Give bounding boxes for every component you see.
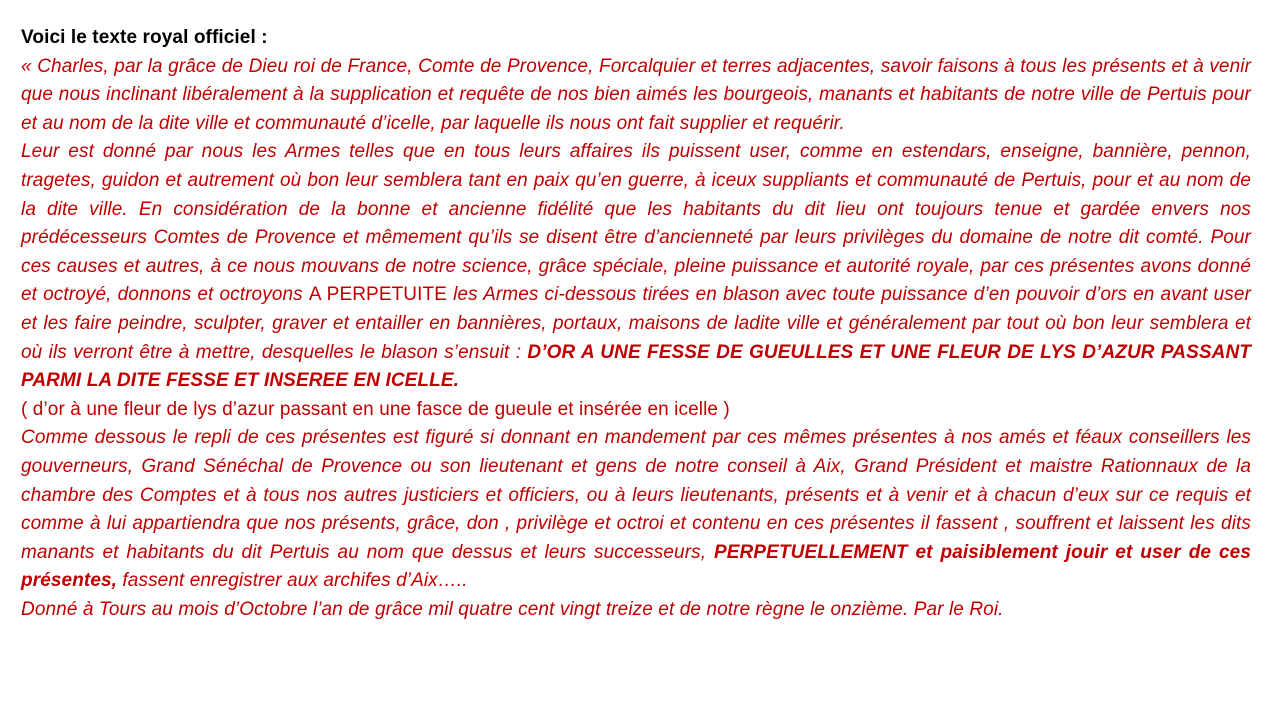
armes-grant-text: Leur est donné par nous les Armes telles que en tous leurs affaires ils puissent user, comme en estendars, enseigne, bannière, pennon, tragetes, guidon et autrement où bon leur semblera tant en paix qu’en guerre, à iceux suppliants et communauté de Pertuis, pour et au nom de la dite ville. En considération de la bonne et ancienne fidélité que les habitants du dit lieu ont toujours tenue et gardée envers nos prédécesseurs Comtes de Provence et mêmement qu’ils se disent être d’ancienneté par leurs privilèges du domaine de notre dit comté. Pour ces causes et autres, à ce nous mouvans de notre science, grâce spéciale, pleine puissance et autorité royale, par ces présentes avons donné et octroyé, donnons et octroyons	[21, 141, 1251, 306]
royal-text-block	[21, 24, 1251, 624]
paragraph-charles-intro: « Charles, par la grâce de Dieu roi de France, Comte de Provence, Forcalquier et terres adjacentes, savoir faisons à tous les présents et à venir que nous inclinant libéralement à la supplication et requête de nos bien aimés les bourgeois, manants et habitants de notre ville de Pertuis pour et au nom de la dite ville et communauté d’icelle, par laquelle ils nous ont fait supplier et requérir.	[21, 55, 1251, 134]
paragraph-armes-grant	[21, 138, 1251, 395]
blason-text: D’OR A UNE FESSE DE GUEULLES ET UNE FLEUR DE LYS D’AZUR PASSANT PARMI LA DITE FESSE ET INSEREE EN ICELLE.	[21, 341, 1251, 392]
mandement-text: Comme dessous le repli de ces présentes est figuré si donnant en mandement par ces mêmes présentes à nos amés et féaux conseillers les gouverneurs, Grand Sénéchal de Provence ou son lieutenant et gens de notre conseil à Aix, Grand Président et maistre Rationnaux de la chambre des Comptes et à tous nos autres justiciers et officiers, ou à leurs lieutenants, présents et à venir et à chacun d’eux sur ce requis et comme à lui appartiendra que nos présents, grâce, don , privilège et octroi et contenu en ces présentes il fassent , souffrent et laissent les dits manants et habitants du dit Pertuis au nom que dessus et leurs successeurs,	[21, 427, 1251, 563]
armes-grant-text-continued: les Armes ci-dessous tirées en blason avec toute puissance d’en pouvoir d’ors en avant user et les faire peindre, sculpter, graver et entailler en bannières, portaux, maisons de ladite ville et généralement par tout où bon leur semblera et où ils verront être à mettre, desquelles le blason s’ensuit :	[21, 284, 1251, 363]
perpetuellement-text: PERPETUELLEMENT et paisiblement jouir et user de ces présentes,	[21, 541, 1251, 592]
paragraph-donne-a-tours: Donné à Tours au mois d’Octobre l’an de grâce mil quatre cent vingt treize et de notre règne le onzième. Par le Roi.	[21, 598, 1004, 620]
paragraph-blason-modern: ( d’or à une fleur de lys d’azur passant en une fasce de gueule et insérée en icelle )	[21, 398, 730, 420]
mandement-text-continued: fassent enregistrer aux archifes d’Aix…..	[117, 570, 468, 592]
paragraph-mandement	[21, 424, 1251, 596]
heading: Voici le texte royal officiel :	[21, 27, 268, 48]
perpetuite-text: A PERPETUITE	[308, 284, 447, 306]
